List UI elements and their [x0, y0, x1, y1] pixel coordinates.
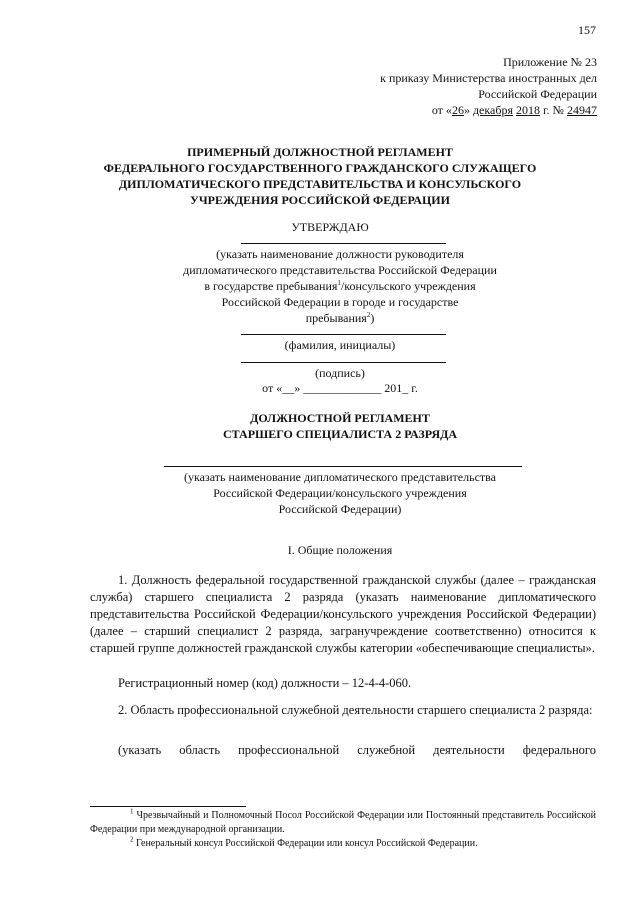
approver-position-caption-3 — [130, 278, 550, 294]
mission-caption-2: Российской Федерации/консульского учреждения — [213, 486, 467, 500]
approver-position-line — [241, 243, 446, 244]
approver-name-caption: (фамилия, инициалы) — [284, 338, 396, 352]
footnote-2 — [90, 837, 596, 851]
approver-position-caption-4: Российской Федерации в городе и государстве — [221, 295, 459, 309]
date-year: 2018 — [515, 103, 540, 117]
regulation-title-line-2: СТАРШЕГО СПЕЦИАЛИСТА 2 РАЗРЯДА — [222, 427, 458, 441]
paragraph-3: (указать область профессиональной служебной деятельности федерального — [118, 743, 596, 757]
regulation-title-line-1: ДОЛЖНОСТНОЙ РЕГЛАМЕНТ — [250, 411, 430, 425]
date-mid-1: » — [463, 103, 473, 117]
approver-position-caption-5 — [130, 310, 550, 326]
appendix-line-2: к приказу Министерства иностранных дел — [380, 71, 597, 85]
main-title-line-2: ФЕДЕРАЛЬНОГО ГОСУДАРСТВЕННОГО ГРАЖДАНСКОГО СЛУЖАЩЕГО — [103, 161, 537, 175]
appendix-line-3: Российской Федерации — [478, 87, 597, 101]
main-title-line-1: ПРИМЕРНЫЙ ДОЛЖНОСТНОЙ РЕГЛАМЕНТ — [187, 145, 453, 159]
footnote-ref-1: 1 — [337, 279, 341, 287]
date-month: декабря — [472, 103, 513, 117]
section-title: I. Общие положения — [287, 543, 393, 557]
mission-caption-3: Российской Федерации) — [278, 502, 402, 516]
order-number: 24947 — [567, 103, 597, 117]
footnote-ref-2: 2 — [366, 311, 371, 319]
date-prefix: от « — [431, 103, 452, 117]
footnote-2-mark: 2 — [130, 835, 134, 844]
paragraph-1: 1. Должность федеральной государственной гражданской службы (далее – гражданская служба) старшего специалиста 2 разряда (указать наименование дипломатического представительства Российской Федерации/консульского учреждения Российской Федерации) (далее – старший специалист 2 разряда, загранучреждение соответственно) относится к старшей группе должностей гражданской службы категории «обеспечивающие специалисты». — [90, 573, 596, 655]
footnote-1-mark: 1 — [130, 807, 134, 816]
main-title-line-4: УЧРЕЖДЕНИЯ РОССИЙСКОЙ ФЕДЕРАЦИИ — [190, 193, 450, 207]
appendix-line-1: Приложение № 23 — [503, 55, 597, 69]
paragraph-registration: Регистрационный номер (код) должности – 12-4-4-060. — [118, 676, 412, 690]
mission-name-line — [164, 466, 522, 467]
footnote-1 — [90, 809, 596, 837]
approver-position-caption-1: (указать наименование должности руководителя — [216, 247, 464, 261]
approver-signature-caption: (подпись) — [315, 366, 365, 380]
approver-position-caption-2: дипломатического представительства Российской Федерации — [183, 263, 497, 277]
date-day: 26 — [451, 103, 464, 117]
caption-3-text-a: в государстве пребывания — [204, 279, 338, 293]
appendix-date-line — [432, 102, 597, 118]
caption-3-text-b: /консульского учреждения — [340, 279, 476, 293]
page-number: 157 — [578, 23, 596, 37]
approval-date-line: от «__» _____________ 201_ г. — [262, 381, 418, 395]
caption-5-text-a: пребывания — [305, 311, 367, 325]
approver-signature-line — [241, 362, 446, 363]
footnote-separator — [90, 806, 246, 807]
approver-name-line — [241, 334, 446, 335]
footnote-2-text: Генеральный консул Российской Федерации или консул Российской Федерации. — [136, 838, 478, 849]
caption-5-text-b: ) — [370, 311, 375, 325]
date-mid-2: г. № — [539, 103, 567, 117]
approve-label: УТВЕРЖДАЮ — [291, 220, 369, 234]
paragraph-2: 2. Область профессиональной служебной деятельности старшего специалиста 2 разряда: — [118, 703, 593, 717]
footnote-1-text: Чрезвычайный и Полномочный Посол Российской Федерации или Постоянный представитель Российской Федерации при международной организации. — [90, 810, 597, 835]
main-title-line-3: ДИПЛОМАТИЧЕСКОГО ПРЕДСТАВИТЕЛЬСТВА И КОНСУЛЬСКОГО — [118, 177, 522, 191]
mission-caption-1: (указать наименование дипломатического представительства — [184, 470, 496, 484]
